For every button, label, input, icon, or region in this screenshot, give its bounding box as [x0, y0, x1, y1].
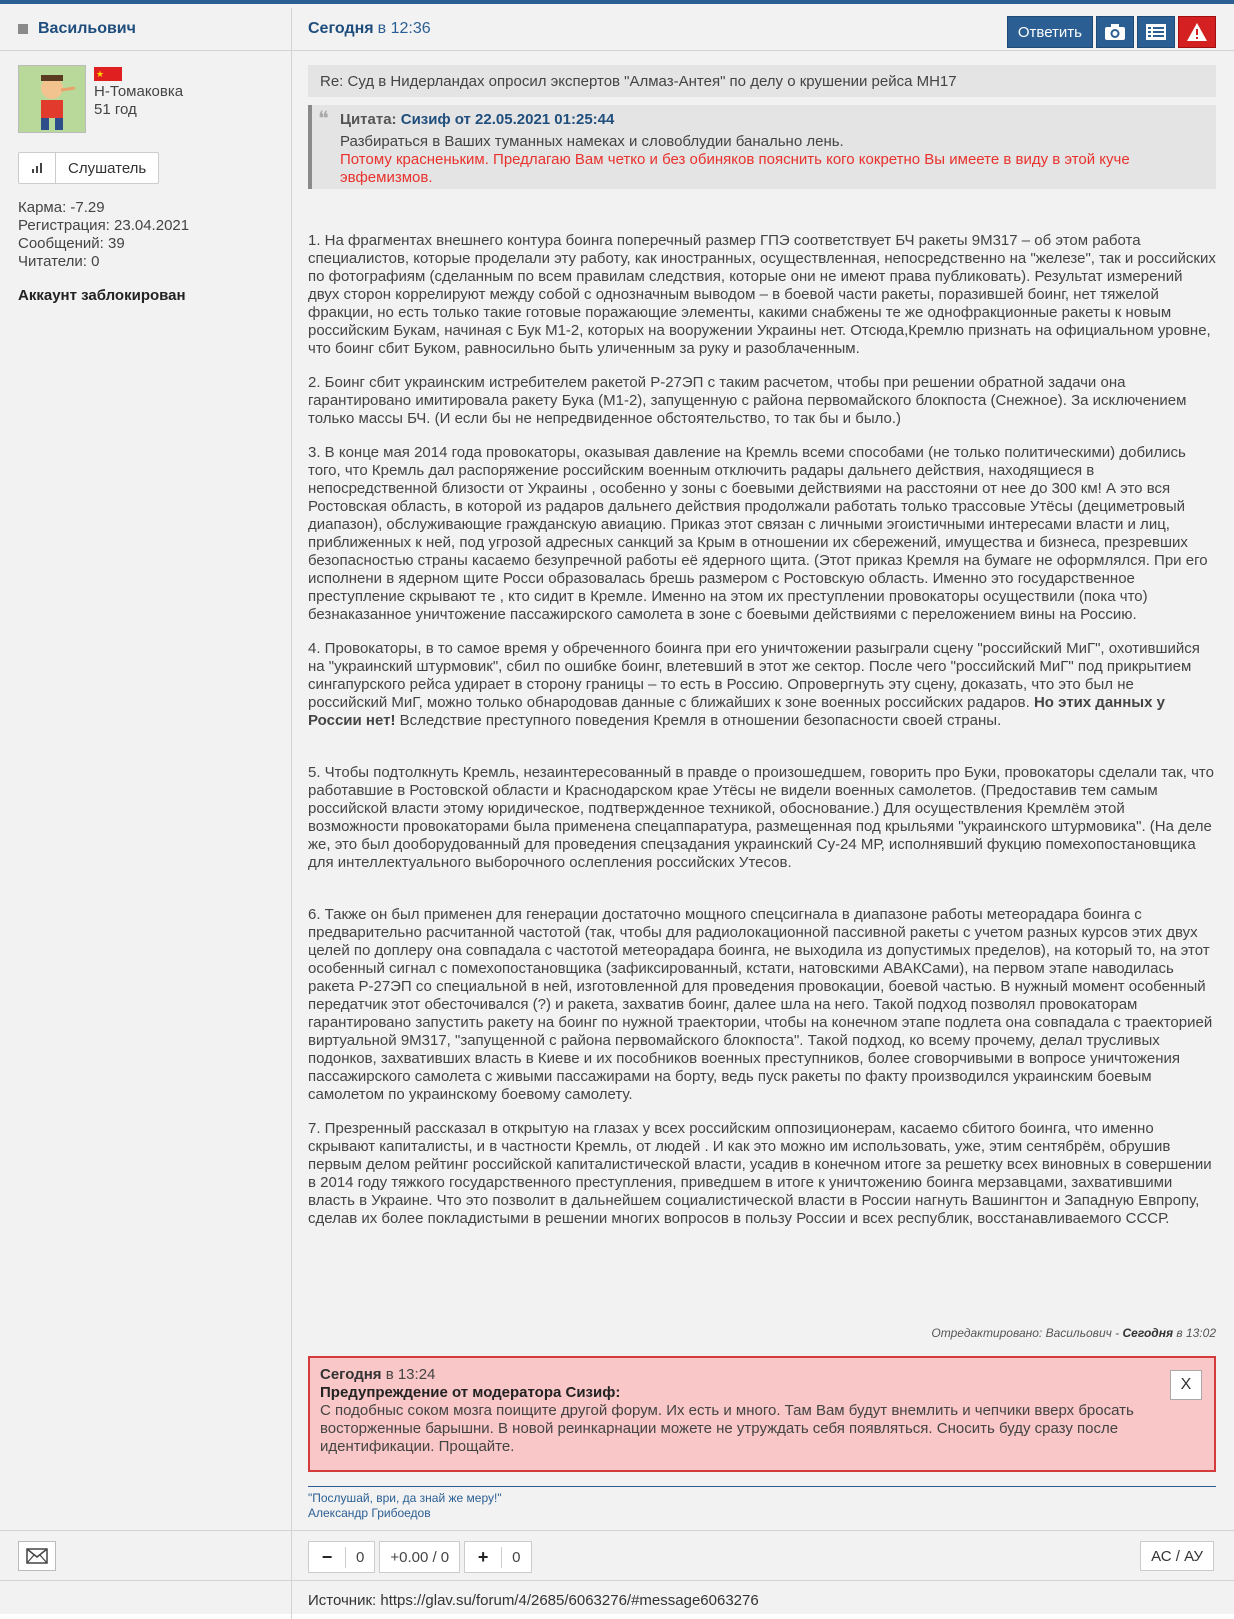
- user-info: [94, 65, 183, 133]
- paragraph: 7. Презренный рассказал в открытую на глазах у всех российским оппозиционерам, касаемо сбитого боинга, что именно скрывают капиталисты, и в частности Кремль, от людей . И как это можно им использовать, уже, этим сентябрём, обрушив первым делом рейтинг российской капиталистической власти, усадив в конечном итоге за решетку всех виновных в совершении в 2014 году тяжкого государственного преступления, приведшем в итоге к уничтожению боинга мерзавцами, захватившими власть в Украине. Что это позволит в дальнейшем социалистической власти в России нагнуть Вашингтон и Западную Евпропу, сделав их более покладистыми в решении многих вопросов в пользу России и всех республик, восстанавливаемого СССР.: [308, 1120, 1212, 1227]
- edited-note: [931, 1326, 1216, 1340]
- plus-count: 0: [512, 1548, 521, 1566]
- edited-day: Сегодня: [1122, 1326, 1174, 1340]
- avatar[interactable]: [18, 65, 86, 133]
- footer-right: [292, 1530, 1234, 1581]
- vote-controls: [308, 1541, 532, 1573]
- minus-count: 0: [356, 1548, 365, 1566]
- mail-icon: [26, 1548, 48, 1564]
- post-date-time[interactable]: в 12:36: [377, 20, 431, 37]
- footer-left: [0, 1530, 291, 1581]
- user-location: Н-Томаковка: [94, 83, 184, 100]
- signature: [308, 1486, 1216, 1521]
- reply-button[interactable]: Ответить: [1007, 16, 1093, 48]
- camera-icon: [1104, 23, 1126, 41]
- vote-plus[interactable]: [464, 1541, 531, 1573]
- source-left-cell: [0, 1580, 292, 1619]
- quote-text: Разбираться в Ваших туманных намеках и словоблудии банально лень.: [340, 133, 844, 150]
- user-age: 51 год: [94, 101, 137, 118]
- user-card: [18, 65, 183, 133]
- signature-quote: "Послушай, ври, да знай же меру!": [308, 1491, 502, 1505]
- send-message-button[interactable]: [18, 1541, 56, 1571]
- post-subject: Re: Суд в Нидерландах опросил экспертов "Алмаз-Антея" по делу о крушении рейса МН17: [308, 65, 1216, 97]
- rating-value: +0.00 / 0: [379, 1541, 460, 1573]
- edited-prefix: Отредактировано: Васильович -: [931, 1326, 1120, 1340]
- user-stats: [18, 199, 189, 271]
- moderator-date: [320, 1366, 1204, 1384]
- bar-chart-icon: [19, 153, 56, 183]
- close-warning-button[interactable]: X: [1170, 1370, 1202, 1400]
- paragraph-bold: Но этих данных у России нет!: [308, 694, 1165, 729]
- post-actions: [1007, 16, 1216, 48]
- post-header: [292, 8, 1234, 51]
- user-header: [0, 8, 291, 51]
- user-registration: Регистрация: 23.04.2021: [18, 217, 190, 234]
- paragraph: 6. Также он был применен для генерации достаточно мощного спецсигнала в диапазоне работы метеорадара боинга с предварительно расчитанной частотой (так, чтобы для радиолокационной пассивной ракеты с учетом разных курсов этих двух целей по доплеру она совпадала с частотой метеорадара боинга, не выходила из допустимых пределов), на который то, на этот особенный сигнал с помехопостановщика (зафиксированный, кстати, натовскими АВАКСами), на первом этапе наводилась ракета Р-27ЭП со специальной в ней, изготовленной для проведения провокации, боевой частью. В нужный момент особенный передатчик этот обесточивался (?) и ракета, захватив боинг, далее шла на него. Такой подход позволял провокаторам гарантировано запустить ракету на боинг по нужной траектории, чтобы на конечном этапе подлета она совпадала с траекторией виртуальной 9М317, "запущенной с района первомайского блокпоста". Такой подход, ко всему прочему, делал трусливых подонков, захвативших власть в Киеве и их пособников военных преступников, более сговорчивыми в вопросе уничтожения пассажирского самолета с живыми пассажирами на борту, ведь пуск ракеты по факту производился украинским боевым самолетом по украинскому боевому самолету.: [308, 906, 1213, 1103]
- username-link[interactable]: Васильович: [38, 20, 136, 37]
- moderator-title: Предупреждение от модератора Сизиф:: [320, 1384, 621, 1401]
- paragraph: 2. Боинг сбит украинским истребителем ракетой Р-27ЭП с таким расчетом, чтобы при решении обратной задачи она гарантировано имитировала ракету Бука (М1-2), запущенную с района первомайского блокпоста (Снежное). За исключением только массы БЧ. (И если бы не непредвиденное обстоятельство, то так бы и было.): [308, 374, 1187, 427]
- edited-time: в 13:02: [1176, 1326, 1216, 1340]
- signature-author: Александр Грибоедов: [308, 1506, 431, 1520]
- paragraph: [308, 640, 1216, 730]
- paragraph: 3. В конце мая 2014 года провокаторы, оказывая давление на Кремль всеми способами (не только политическими) добились того, что Кремль дал распоряжение российским военным отключить радары дальнего действия, находящиеся в непосредственной близости от Украины , особенно у зоны с боевыми действиями на расстояни от нее до 300 км! А это вся Ростовская область, в которой из радаров дальнего действия продолжали работать только трассовые Утёсы (дециметровый диапазон), обслуживающие гражданскую авиацию. Приказ этот связан с личными эгоистичными интересами власти и лиц, приближенных к ней, под угрозой адресных санкций за Крым в отношении их сбережений, имущества и бизнеса, презревших безопасностью страны касаемо безупречной работы её ядерного щита. (Этот приказ Кремля на бумаге не оформлялся. При его исполнени в ядерном щите Росси образовалась брешь размером с Ростовскую область. Именно это государственное преступление скрывают те , кто сидит в Кремле. Именно на этом их преступлении провокаторы осуществили (пока что) безнаказанное уничтожение пассажирского самолета в зоне с боевыми действиями с переложением вины на Россию.: [308, 444, 1208, 623]
- flag-icon: [94, 67, 122, 81]
- acau-button[interactable]: АС / АУ: [1140, 1541, 1214, 1571]
- status-square-icon: [18, 24, 28, 34]
- paragraph-text: Вследствие преступного поведения Кремля в отношении безопасности своей страны.: [399, 712, 1002, 729]
- minus-icon: −: [309, 1547, 346, 1568]
- plus-icon: +: [465, 1547, 502, 1568]
- post-body: [308, 232, 1216, 1244]
- user-panel: [0, 8, 292, 1614]
- vote-minus[interactable]: [308, 1541, 375, 1573]
- post-content: [292, 8, 1234, 1614]
- quote-header: [340, 111, 1188, 129]
- account-status: Аккаунт заблокирован: [18, 287, 186, 304]
- user-messages: Сообщений: 39: [18, 235, 125, 252]
- quote-author-link[interactable]: Сизиф от 22.05.2021 01:25:44: [400, 111, 615, 128]
- source-link[interactable]: Источник: https://glav.su/forum/4/2685/6063276/#message6063276: [292, 1580, 1234, 1619]
- report-button[interactable]: [1178, 16, 1216, 48]
- paragraph: 1. На фрагментах внешнего контура боинга поперечный размер ГПЭ соответствует БЧ ракеты 9М317 – об этом работа специалистов, которые проделали эту работу, как иностранных, осуществленная, непосредственно на "железе", так и российских по фотографиям (сделанным по всем правилам следствия, которые они не имеют права публиковать). Результат измерений двух сторон коррелируют между собой с однозначным выводом – в боевой части ракеты, поразившей боинг, нет тяжелой фракции, но есть только такие готовые поражающие элементы, какими снабжены те же однофракционные ракеты к новым российским Букам, начиная с Бук М1-2, которых на вооружении Украины нет. Отсюда,Кремлю признать на официальном уровне, что боинг сбит Буком, равносильно быть уличенным за руку и разоблаченным.: [308, 232, 1216, 357]
- quote-block: [308, 105, 1216, 189]
- post-date-day[interactable]: Сегодня: [308, 20, 374, 37]
- user-role-label: Слушатель: [68, 159, 147, 177]
- paragraph: 5. Чтобы подтолкнуть Кремль, незаинтересованный в правде о произошедшем, говорить про Буки, провокаторы сделали так, что работавшие в Ростовской области и Краснодарском крае Утёсы не видели военных самолетов. (Предоставив тем самым российской власти этому юридическое, подтвержденное техникой, обоснование.) Для осуществления Кремлём этой возможности провокаторами была применена спецаппаратура, размещенная под крыльями "украинского штурмовика". (На деле же, это был дооборудованный для проведения спецзадания украинский Су-24 МР, исполнявший фукцию помехопостановщика для интеллектуального выборочного ослепления российских Утесов.: [308, 764, 1214, 871]
- quote-mark-icon: ❝: [318, 106, 329, 130]
- moderator-date-day: Сегодня: [320, 1366, 382, 1383]
- user-readers: Читатели: 0: [18, 253, 100, 270]
- moderator-date-time: в 13:24: [385, 1366, 436, 1383]
- quote-label: Цитата:: [340, 111, 397, 128]
- user-karma: Карма: -7.29: [18, 199, 105, 216]
- list-button[interactable]: [1137, 16, 1175, 48]
- quote-text-red: Потому красненьким. Предлагаю Вам четко и без обиняков пояснить кого кокретно Вы имеете в виду в этой куче эвфемизмов.: [340, 151, 1130, 186]
- moderator-warning: [308, 1356, 1216, 1472]
- warning-icon: [1186, 22, 1208, 42]
- camera-button[interactable]: [1096, 16, 1134, 48]
- moderator-text: С подобныс соком мозга поищите другой форум. Их есть и много. Там Вам будут внемлить и чепчики вверх бросать восторженные барышни. В новой реинкарнации можете не утруждать себя появляться. Сносить буду сразу после идентификации. Прощайте.: [320, 1402, 1134, 1455]
- list-icon: [1145, 23, 1167, 41]
- paragraph-text: 4. Провокаторы, в то самое время у обреченного боинга при его уничтожении разыграли сцену "российский МиГ", охотившийся на "украинский штурмовик", сбил по ошибке боинг, влетевший в этот же сектор. После чего "российский МиГ" под прикрытием сингапурского рейса удирает в сторону границы – то есть в Россию. Опровергнуть эту сцену, доказать, что это был не российский МиГ, можно только обнародовав данные с ближайших к зоне военных российских радаров.: [308, 640, 1200, 711]
- user-role-button[interactable]: [18, 152, 159, 184]
